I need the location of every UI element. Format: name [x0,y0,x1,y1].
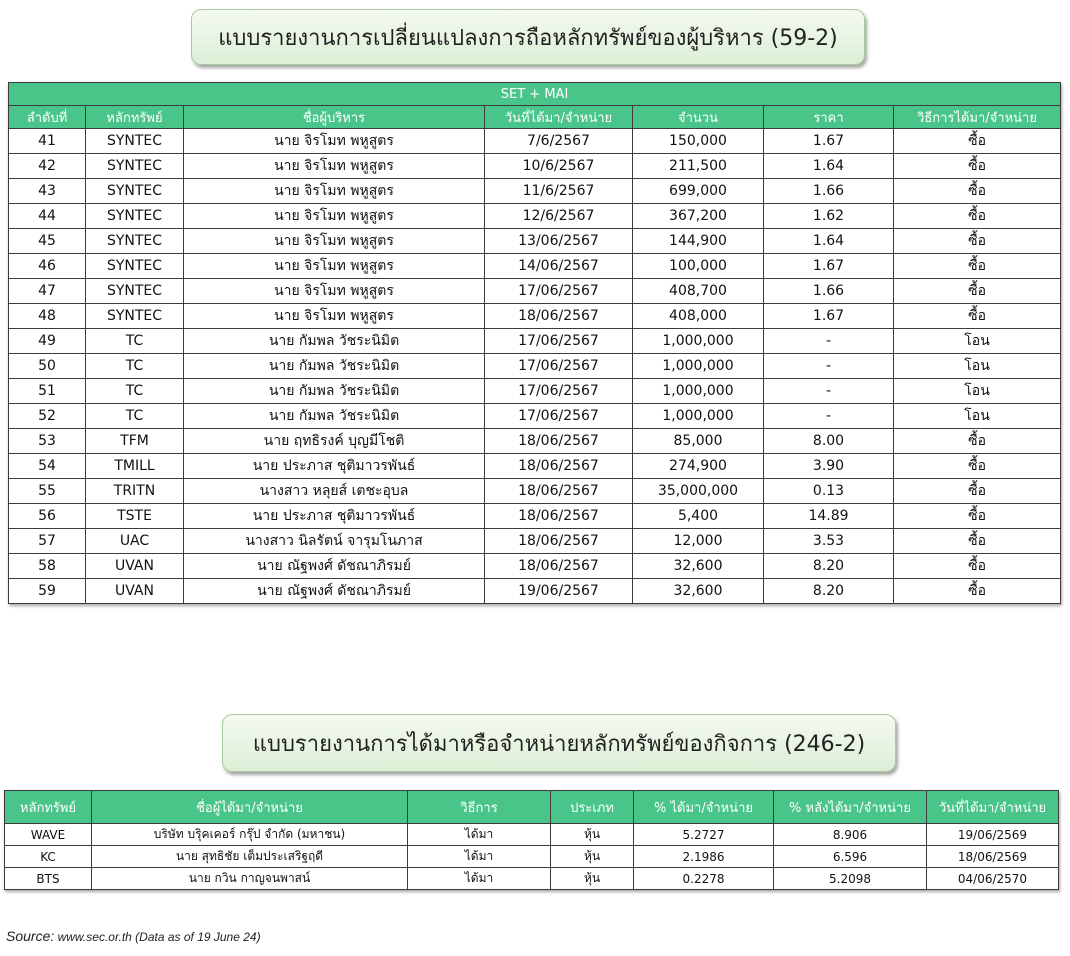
cell-price: 1.64 [764,229,894,254]
cell-method: ซื้อ [894,154,1061,179]
source-note [6,928,261,944]
cell-method: ซื้อ [894,579,1061,604]
table-row [9,254,1061,279]
cell-pct-acquired: 5.2727 [634,824,774,846]
table-row [9,354,1061,379]
cell-security: SYNTEC [86,279,184,304]
table-row [9,229,1061,254]
col-header-seq: ลำดับที่ [9,106,86,129]
cell-security: TC [86,354,184,379]
col-header-method: วิธีการได้มา/จำหน่าย [894,106,1061,129]
cell-amount: 1,000,000 [633,404,764,429]
cell-executive: นาย ประภาส ชุติมาวรพันธ์ [184,454,485,479]
executive-holdings-table [8,82,1061,604]
cell-executive: นาย จิรโมท พหูสูตร [184,129,485,154]
cell-method: ซื้อ [894,179,1061,204]
cell-security: TC [86,404,184,429]
cell-security: TFM [86,429,184,454]
cell-seq: 54 [9,454,86,479]
group-header: SET + MAI [9,83,1061,106]
table-row [9,204,1061,229]
cell-seq: 57 [9,529,86,554]
cell-method: ซื้อ [894,204,1061,229]
cell-seq: 44 [9,204,86,229]
cell-price: 1.64 [764,154,894,179]
col-header-pct-acquired: % ได้มา/จำหน่าย [634,791,774,824]
col-header-executive: ชื่อผู้บริหาร [184,106,485,129]
cell-method: ซื้อ [894,554,1061,579]
cell-date: 18/06/2567 [485,429,633,454]
cell-security: TMILL [86,454,184,479]
cell-executive: นาย กัมพล วัชระนิมิต [184,379,485,404]
table-row [5,846,1059,868]
cell-method: ซื้อ [894,504,1061,529]
cell-amount: 35,000,000 [633,479,764,504]
cell-amount: 32,600 [633,579,764,604]
table-row [9,479,1061,504]
source-text: www.sec.or.th (Data as of 19 June 24) [57,930,261,944]
cell-method: โอน [894,329,1061,354]
cell-seq: 53 [9,429,86,454]
cell-type: หุ้น [551,846,634,868]
table-row [9,504,1061,529]
cell-security: TC [86,379,184,404]
cell-executive: นาย ประภาส ชุติมาวรพันธ์ [184,504,485,529]
cell-method: ซื้อ [894,529,1061,554]
cell-price: 0.13 [764,479,894,504]
cell-method: โอน [894,379,1061,404]
cell-price: 1.67 [764,304,894,329]
cell-pct-acquired: 0.2278 [634,868,774,890]
report-title-246-2: แบบรายงานการได้มาหรือจำหน่ายหลักทรัพย์ของกิจการ (246-2) [222,714,896,772]
cell-amount: 150,000 [633,129,764,154]
table-row [9,529,1061,554]
col-header-acquirer: ชื่อผู้ได้มา/จำหน่าย [92,791,408,824]
table-row [9,404,1061,429]
cell-price: 3.53 [764,529,894,554]
cell-seq: 56 [9,504,86,529]
cell-price: - [764,404,894,429]
table-row [9,379,1061,404]
table-row [9,329,1061,354]
cell-executive: นาย จิรโมท พหูสูตร [184,229,485,254]
cell-executive: นาย ณัฐพงศ์ ดัชณาภิรมย์ [184,579,485,604]
table-row [9,279,1061,304]
cell-method: ซื้อ [894,429,1061,454]
cell-executive: นาย กัมพล วัชระนิมิต [184,404,485,429]
cell-price: 8.00 [764,429,894,454]
cell-acquirer: นาย กวิน กาญจนพาสน์ [92,868,408,890]
cell-amount: 32,600 [633,554,764,579]
cell-date: 10/6/2567 [485,154,633,179]
table-row [9,179,1061,204]
cell-executive: นาย จิรโมท พหูสูตร [184,279,485,304]
cell-price: 1.62 [764,204,894,229]
cell-date: 11/6/2567 [485,179,633,204]
cell-security: TRITN [86,479,184,504]
cell-amount: 211,500 [633,154,764,179]
cell-seq: 49 [9,329,86,354]
cell-seq: 50 [9,354,86,379]
table-row [9,554,1061,579]
cell-security: UVAN [86,554,184,579]
cell-seq: 41 [9,129,86,154]
col-header-security: หลักทรัพย์ [86,106,184,129]
cell-executive: นาย จิรโมท พหูสูตร [184,154,485,179]
cell-security: UAC [86,529,184,554]
cell-date: 19/06/2567 [485,579,633,604]
cell-type: หุ้น [551,868,634,890]
cell-acquirer: นาย สุทธิชัย เต็มประเสริฐฤดี [92,846,408,868]
cell-price: 14.89 [764,504,894,529]
cell-security: WAVE [5,824,92,846]
cell-method: ได้มา [408,846,551,868]
cell-security: SYNTEC [86,179,184,204]
cell-security: BTS [5,868,92,890]
cell-price: 3.90 [764,454,894,479]
cell-method: ได้มา [408,824,551,846]
col-header-date: วันที่ได้มา/จำหน่าย [927,791,1059,824]
cell-date: 18/06/2569 [927,846,1059,868]
col-header-security: หลักทรัพย์ [5,791,92,824]
cell-method: ซื้อ [894,454,1061,479]
cell-seq: 45 [9,229,86,254]
cell-executive: นาย ฤทธิรงค์ บุญมีโชติ [184,429,485,454]
table-row [9,304,1061,329]
cell-pct-acquired: 2.1986 [634,846,774,868]
cell-security: TSTE [86,504,184,529]
cell-amount: 144,900 [633,229,764,254]
cell-pct-after: 8.906 [774,824,927,846]
cell-security: KC [5,846,92,868]
cell-pct-after: 6.596 [774,846,927,868]
cell-method: ซื้อ [894,229,1061,254]
cell-security: TC [86,329,184,354]
cell-date: 13/06/2567 [485,229,633,254]
cell-seq: 58 [9,554,86,579]
cell-method: ได้มา [408,868,551,890]
cell-amount: 408,000 [633,304,764,329]
report-title-59-2: แบบรายงานการเปลี่ยนแปลงการถือหลักทรัพย์ของผู้บริหาร (59-2) [191,9,865,65]
cell-date: 14/06/2567 [485,254,633,279]
cell-seq: 42 [9,154,86,179]
cell-price: - [764,354,894,379]
cell-acquirer: บริษัท บริุคเคอร์ กรุ๊ป จำกัด (มหาชน) [92,824,408,846]
cell-amount: 367,200 [633,204,764,229]
cell-date: 17/06/2567 [485,379,633,404]
cell-method: ซื้อ [894,479,1061,504]
cell-date: 17/06/2567 [485,329,633,354]
col-header-price: ราคา [764,106,894,129]
cell-method: ซื้อ [894,279,1061,304]
acquisition-disposal-table [4,790,1059,890]
cell-price: - [764,329,894,354]
cell-date: 04/06/2570 [927,868,1059,890]
cell-date: 18/06/2567 [485,529,633,554]
cell-security: SYNTEC [86,129,184,154]
cell-seq: 51 [9,379,86,404]
source-label: Source: [6,928,55,944]
cell-seq: 52 [9,404,86,429]
cell-date: 17/06/2567 [485,279,633,304]
cell-price: 1.67 [764,254,894,279]
col-header-pct-after: % หลังได้มา/จำหน่าย [774,791,927,824]
cell-method: โอน [894,354,1061,379]
cell-amount: 1,000,000 [633,329,764,354]
col-header-type: ประเภท [551,791,634,824]
cell-executive: นาย จิรโมท พหูสูตร [184,254,485,279]
cell-date: 18/06/2567 [485,504,633,529]
cell-method: โอน [894,404,1061,429]
cell-date: 7/6/2567 [485,129,633,154]
table-row [5,824,1059,846]
cell-executive: นาย จิรโมท พหูสูตร [184,304,485,329]
table-row [9,454,1061,479]
cell-pct-after: 5.2098 [774,868,927,890]
cell-executive: นางสาว นิลรัตน์ จารุมโนภาส [184,529,485,554]
cell-amount: 1,000,000 [633,379,764,404]
table-row [9,129,1061,154]
cell-seq: 59 [9,579,86,604]
cell-method: ซื้อ [894,254,1061,279]
cell-date: 18/06/2567 [485,554,633,579]
cell-price: 8.20 [764,554,894,579]
cell-security: SYNTEC [86,304,184,329]
column-header-row [9,106,1061,129]
table-row [9,579,1061,604]
cell-security: SYNTEC [86,154,184,179]
cell-price: - [764,379,894,404]
cell-seq: 55 [9,479,86,504]
cell-seq: 43 [9,179,86,204]
cell-date: 12/6/2567 [485,204,633,229]
cell-method: ซื้อ [894,129,1061,154]
cell-price: 1.66 [764,279,894,304]
cell-price: 1.67 [764,129,894,154]
table-row [9,154,1061,179]
cell-security: SYNTEC [86,204,184,229]
col-header-date: วันที่ได้มา/จำหน่าย [485,106,633,129]
column-header-row [5,791,1059,824]
table-row [9,429,1061,454]
cell-security: SYNTEC [86,229,184,254]
cell-security: SYNTEC [86,254,184,279]
cell-amount: 408,700 [633,279,764,304]
cell-date: 18/06/2567 [485,454,633,479]
cell-date: 18/06/2567 [485,479,633,504]
cell-type: หุ้น [551,824,634,846]
cell-amount: 699,000 [633,179,764,204]
cell-price: 1.66 [764,179,894,204]
cell-amount: 5,400 [633,504,764,529]
cell-seq: 46 [9,254,86,279]
cell-executive: นาย กัมพล วัชระนิมิต [184,329,485,354]
cell-executive: นาย จิรโมท พหูสูตร [184,179,485,204]
cell-date: 17/06/2567 [485,354,633,379]
cell-executive: นาย กัมพล วัชระนิมิต [184,354,485,379]
cell-date: 19/06/2569 [927,824,1059,846]
cell-executive: นาย ณัฐพงศ์ ดัชณาภิรมย์ [184,554,485,579]
cell-amount: 1,000,000 [633,354,764,379]
cell-method: ซื้อ [894,304,1061,329]
cell-price: 8.20 [764,579,894,604]
cell-executive: นาย จิรโมท พหูสูตร [184,204,485,229]
cell-seq: 47 [9,279,86,304]
cell-security: UVAN [86,579,184,604]
col-header-method: วิธีการ [408,791,551,824]
cell-date: 17/06/2567 [485,404,633,429]
cell-amount: 85,000 [633,429,764,454]
table-row [5,868,1059,890]
col-header-amount: จำนวน [633,106,764,129]
cell-amount: 100,000 [633,254,764,279]
cell-amount: 274,900 [633,454,764,479]
cell-executive: นางสาว หลุยส์ เตชะอุบล [184,479,485,504]
cell-seq: 48 [9,304,86,329]
cell-date: 18/06/2567 [485,304,633,329]
cell-amount: 12,000 [633,529,764,554]
